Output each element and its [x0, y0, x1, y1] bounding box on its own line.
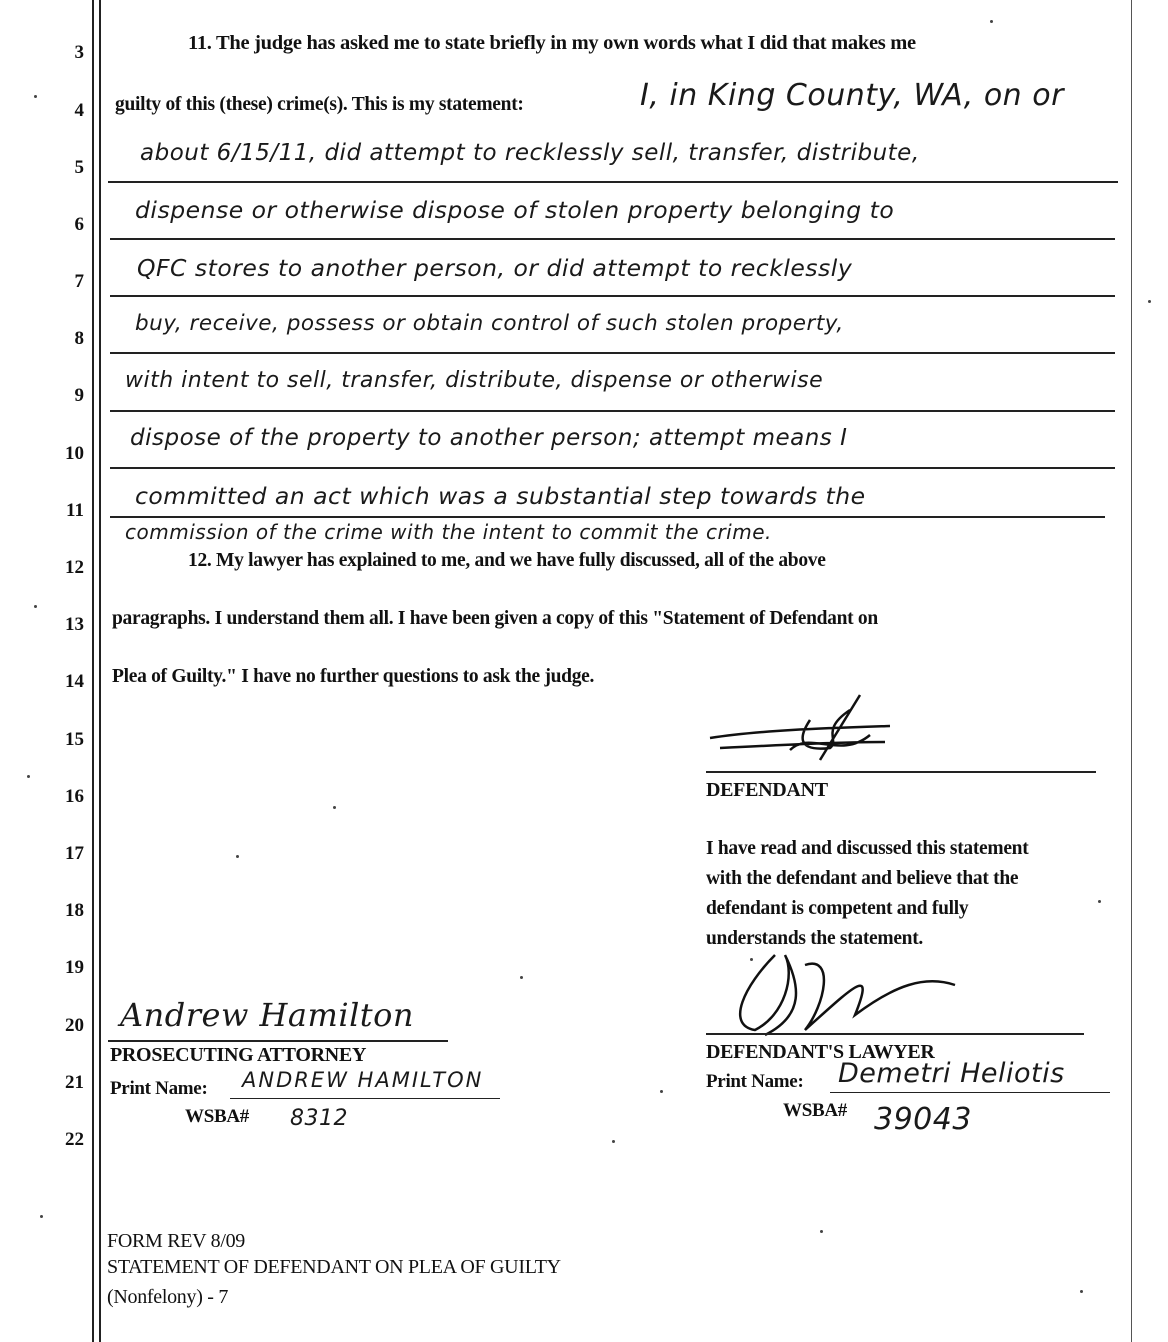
line-number: 20: [65, 1015, 84, 1036]
scan-speck: [236, 855, 239, 858]
statement-line: committed an act which was a substantial step towards the: [135, 482, 866, 510]
form-rev: FORM REV 8/09: [107, 1230, 245, 1252]
form-subtitle: (Nonfelony) - 7: [107, 1286, 229, 1308]
line-number: 21: [65, 1072, 84, 1093]
statement-line: dispose of the property to another person; attempt means I: [130, 425, 848, 451]
scan-speck: [1080, 1290, 1083, 1293]
statement-underline: [110, 238, 1115, 240]
scan-speck: [612, 1140, 615, 1143]
line-number: 22: [65, 1129, 84, 1150]
scan-speck: [990, 20, 993, 23]
line-number: 13: [65, 614, 84, 635]
scan-speck: [27, 775, 30, 778]
para12-line3: Plea of Guilty." I have no further questions to ask the judge.: [112, 666, 595, 687]
defense-print-label: Print Name:: [706, 1071, 804, 1092]
defendant-label: DEFENDANT: [706, 779, 828, 801]
line-number: 6: [74, 214, 84, 235]
para11-line1: 11. The judge has asked me to state briefly in my own words what I did that makes me: [188, 32, 916, 54]
defense-lawyer-signature: [705, 945, 965, 1045]
lawyer-statement: [706, 834, 1028, 954]
defendant-signature: [700, 690, 900, 770]
scan-speck: [750, 958, 753, 961]
line-number: 10: [65, 443, 84, 464]
line-number: 11: [66, 500, 84, 521]
statement-underline: [110, 467, 1115, 469]
line-number: 4: [74, 100, 84, 121]
margin-line-right: [1131, 0, 1132, 1342]
line-number: 15: [65, 729, 84, 750]
scan-speck: [1148, 300, 1151, 303]
scan-speck: [34, 605, 37, 608]
scan-speck: [820, 1230, 823, 1233]
scan-speck: [333, 806, 336, 809]
scan-speck: [520, 976, 523, 979]
prosecutor-name-line: [230, 1098, 500, 1099]
line-number: 16: [65, 786, 84, 807]
line-number: 12: [65, 557, 84, 578]
para12-line1: 12. My lawyer has explained to me, and we have fully discussed, all of the above: [188, 550, 826, 571]
prosecutor-signature-line: [108, 1040, 448, 1042]
form-title: STATEMENT OF DEFENDANT ON PLEA OF GUILTY: [107, 1256, 561, 1278]
line-number: 19: [65, 957, 84, 978]
lawyer-statement-line: I have read and discussed this statement: [706, 838, 1029, 859]
prosecutor-wsba-label: WSBA#: [185, 1106, 249, 1127]
lawyer-statement-line: with the defendant and believe that the: [706, 868, 1019, 889]
defense-signature-line: [706, 1033, 1084, 1035]
statement-line: about 6/15/11, did attempt to recklessly sell, transfer, distribute,: [140, 140, 920, 166]
line-number: 9: [74, 385, 84, 406]
line-number: 3: [74, 42, 84, 63]
defense-print-name: Demetri Heliotis: [838, 1058, 1065, 1089]
prosecutor-title: PROSECUTING ATTORNEY: [110, 1044, 367, 1066]
scan-speck: [1098, 900, 1101, 903]
defense-name-line: [830, 1092, 1110, 1093]
lawyer-statement-line: defendant is competent and fully: [706, 898, 969, 919]
defendant-signature-line: [706, 771, 1096, 773]
prosecutor-wsba-number: 8312: [290, 1106, 348, 1131]
scan-speck: [34, 95, 37, 98]
statement-line: dispense or otherwise dispose of stolen property belonging to: [135, 196, 895, 224]
statement-underline: [108, 181, 1118, 183]
statement-line: buy, receive, possess or obtain control of such stolen property,: [135, 311, 844, 336]
defense-wsba-number: 39043: [874, 1102, 972, 1137]
statement-underline: [110, 516, 1105, 518]
lawyer-statement-line: understands the statement.: [706, 928, 923, 949]
defense-wsba-label: WSBA#: [783, 1100, 847, 1121]
prosecutor-signature: Andrew Hamilton: [120, 996, 415, 1034]
para11-line2-typed: guilty of this (these) crime(s). This is my statement:: [115, 94, 524, 115]
line-number: 8: [74, 328, 84, 349]
line-number: 17: [65, 843, 84, 864]
defense-title: DEFENDANT'S LAWYER: [706, 1041, 935, 1063]
statement-line: commission of the crime with the intent to commit the crime.: [125, 520, 772, 544]
line-number: 5: [74, 157, 84, 178]
statement-underline: [110, 295, 1115, 297]
prosecutor-print-label: Print Name:: [110, 1078, 208, 1099]
line-number: 14: [65, 671, 84, 692]
statement-underline: [110, 352, 1115, 354]
scan-speck: [40, 1215, 43, 1218]
prosecutor-print-name: ANDREW HAMILTON: [242, 1068, 484, 1092]
statement-line: QFC stores to another person, or did attempt to recklessly: [137, 254, 853, 282]
margin-line-left-outer: [92, 0, 94, 1342]
scan-speck: [660, 1090, 663, 1093]
statement-line: with intent to sell, transfer, distribute, dispense or otherwise: [125, 368, 824, 393]
para12-line2: paragraphs. I understand them all. I have been given a copy of this "Statement of Defendant on: [112, 608, 878, 629]
margin-line-left-inner: [99, 0, 101, 1342]
para11-line2-handwritten: I, in King County, WA, on or: [640, 78, 1064, 113]
line-number: 18: [65, 900, 84, 921]
statement-underline: [110, 410, 1115, 412]
line-number: 7: [74, 271, 84, 292]
